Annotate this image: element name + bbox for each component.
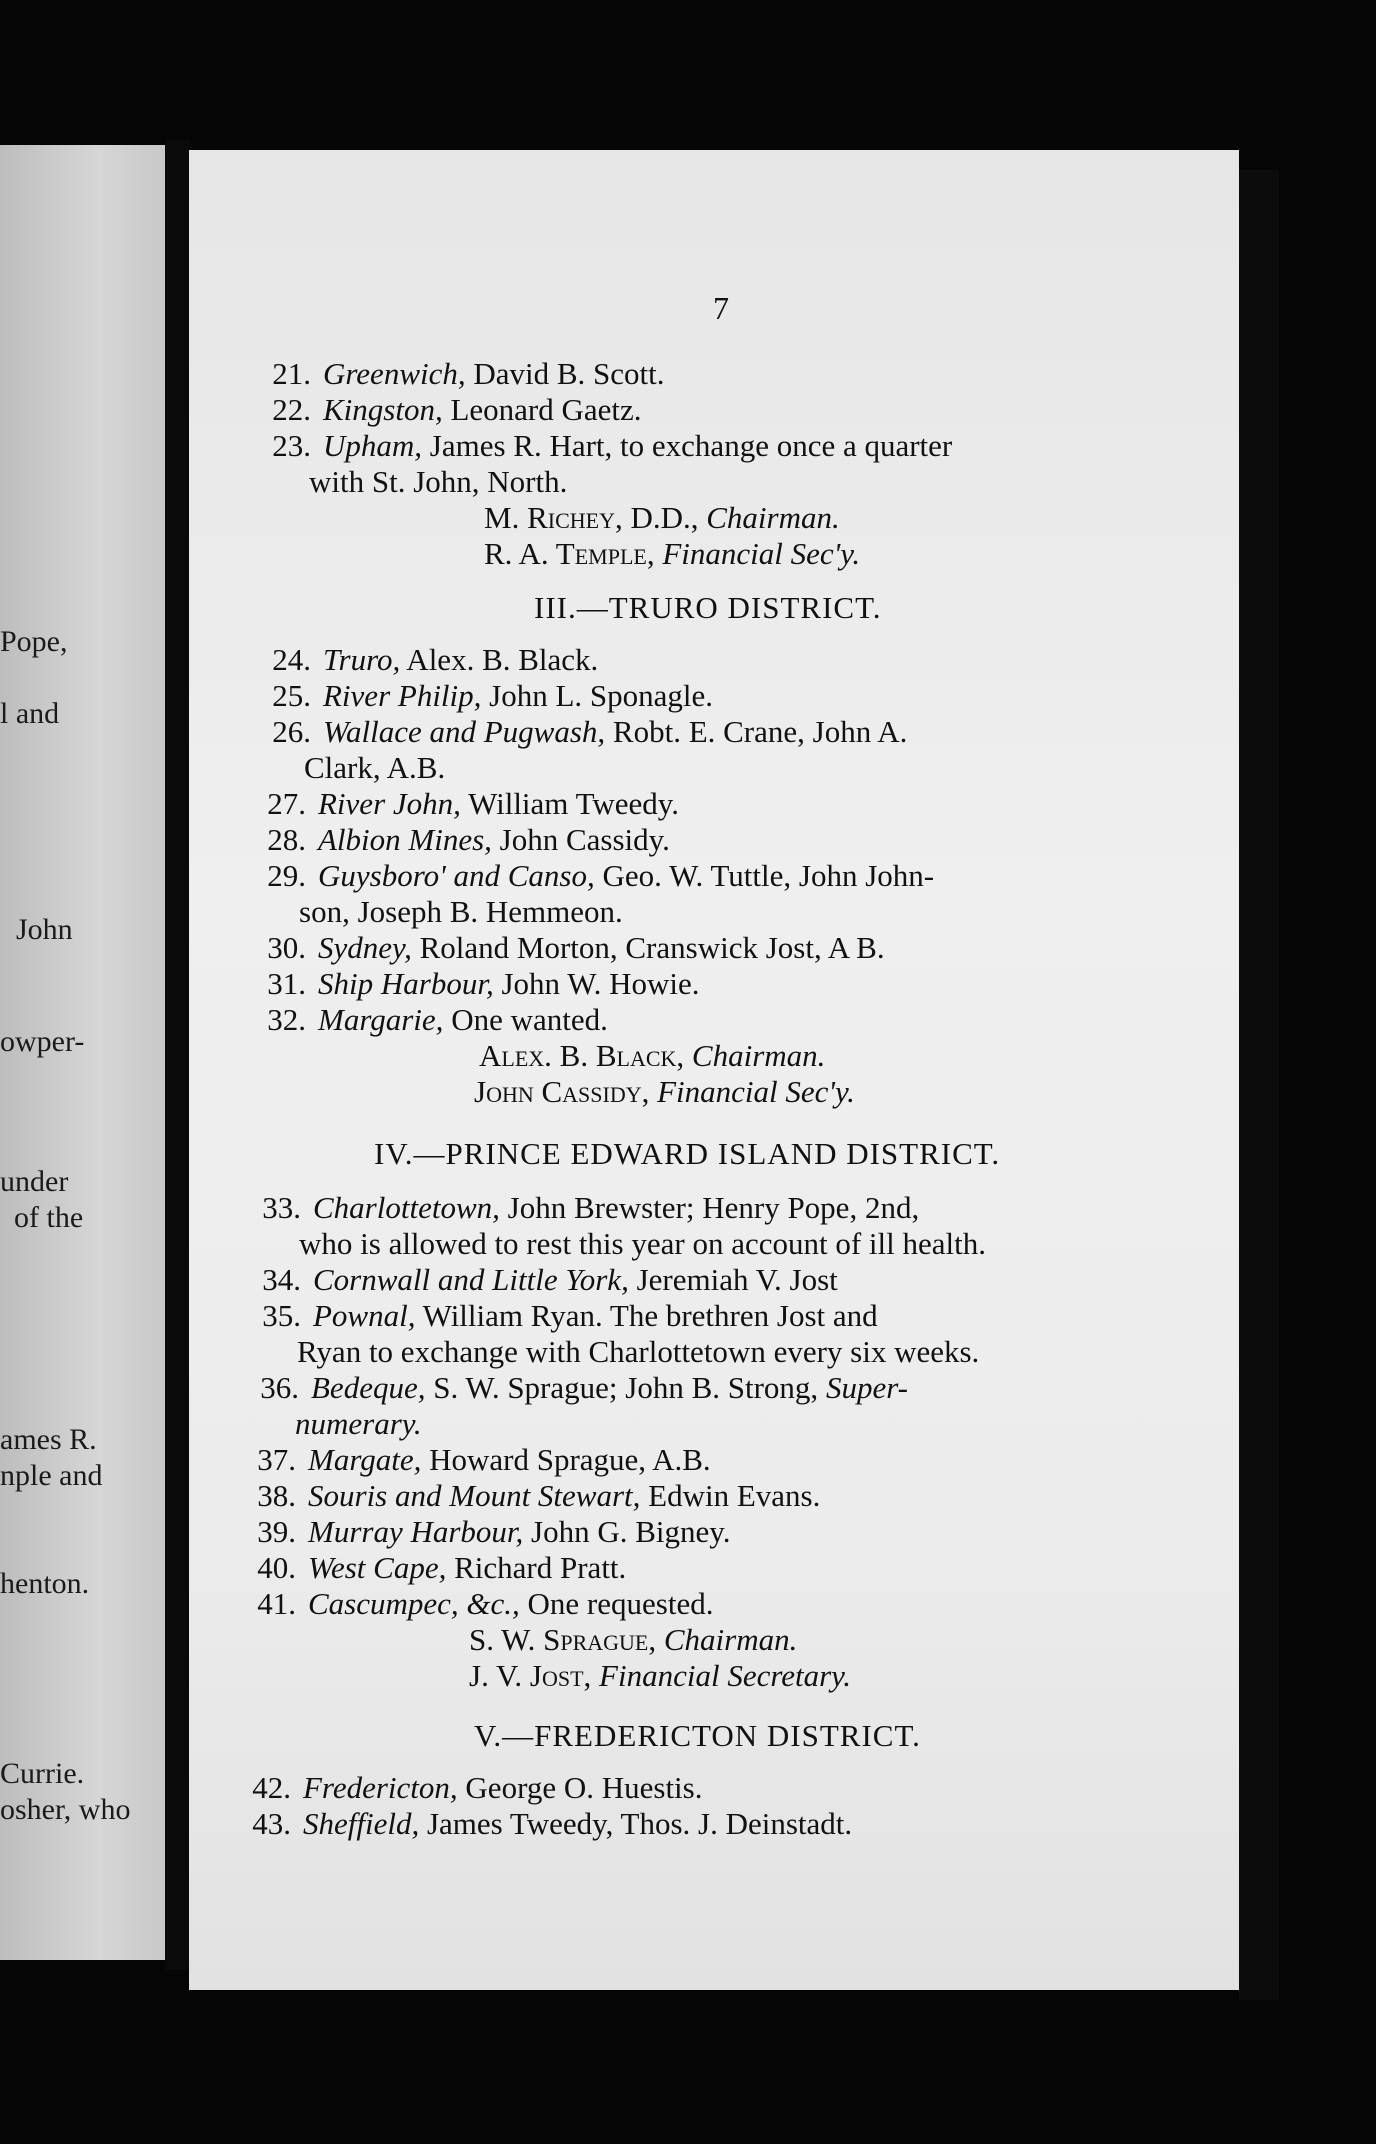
entry-38: 38. Souris and Mount Stewart, Edwin Evans.: [257, 1478, 821, 1513]
entry-24: 24. Truro, Alex. B. Black.: [272, 642, 599, 677]
entry-42: 42. Fredericton, George O. Huestis.: [252, 1770, 703, 1805]
signature-chairman: Alex. B. Black, Chairman.: [479, 1038, 826, 1073]
entry-39: 39. Murray Harbour, John G. Bigney.: [257, 1514, 731, 1549]
page-edge-shadow: [1239, 170, 1279, 2000]
entry-43: 43. Sheffield, James Tweedy, Thos. J. Deinstadt.: [252, 1806, 853, 1841]
entry-22: 22. Kingston, Leonard Gaetz.: [272, 392, 642, 427]
entry-31: 31. Ship Harbour, John W. Howie.: [267, 966, 700, 1001]
entry-21: 21. Greenwich, David B. Scott.: [272, 356, 665, 391]
entry-29: 29. Guysboro' and Canso, Geo. W. Tuttle, John John-: [267, 858, 935, 893]
entry-40: 40. West Cape, Richard Pratt.: [257, 1550, 627, 1585]
entry-28: 28. Albion Mines, John Cassidy.: [267, 822, 670, 857]
district-heading-fredericton: V.—FREDERICTON DISTRICT.: [474, 1718, 921, 1753]
document-page: [189, 150, 1239, 1990]
left-fragment: under: [0, 1165, 69, 1198]
entry-26-continued: Clark, A.B.: [304, 750, 446, 785]
left-fragment: osher, who: [0, 1793, 131, 1826]
left-fragment: John: [16, 913, 73, 946]
entry-36-continued: numerary.: [295, 1406, 422, 1441]
entry-30: 30. Sydney, Roland Morton, Cranswick Jost, A B.: [267, 930, 885, 965]
entry-23: 23. Upham, James R. Hart, to exchange once a quarter: [272, 428, 953, 463]
left-fragment: of the: [14, 1201, 84, 1234]
entry-36: 36. Bedeque, S. W. Sprague; John B. Strong, Super-: [260, 1370, 908, 1405]
entry-33: 33. Charlottetown, John Brewster; Henry Pope, 2nd,: [262, 1190, 920, 1225]
entry-25: 25. River Philip, John L. Sponagle.: [272, 678, 714, 713]
left-fragment: Currie.: [0, 1757, 85, 1790]
left-fragment: ames R.: [0, 1423, 97, 1456]
entry-37: 37. Margate, Howard Sprague, A.B.: [257, 1442, 711, 1477]
book-gutter: [165, 140, 189, 1970]
signature-chairman: S. W. Sprague, Chairman.: [469, 1622, 798, 1657]
entry-35: 35. Pownal, William Ryan. The brethren Jost and: [262, 1298, 878, 1333]
entry-33-continued: who is allowed to rest this year on account of ill health.: [299, 1226, 986, 1261]
entry-27: 27. River John, William Tweedy.: [267, 786, 680, 821]
signature-secretary: John Cassidy, Financial Sec'y.: [474, 1074, 855, 1109]
left-fragment: owper-: [0, 1025, 85, 1058]
page-number: 7: [713, 290, 729, 326]
entry-41: 41. Cascumpec, &c., One requested.: [257, 1586, 714, 1621]
left-fragment: Pope,: [0, 625, 68, 658]
entry-26: 26. Wallace and Pugwash, Robt. E. Crane, John A.: [272, 714, 908, 749]
entry-29-continued: son, Joseph B. Hemmeon.: [299, 894, 623, 929]
entry-35-continued: Ryan to exchange with Charlottetown every six weeks.: [297, 1334, 980, 1369]
district-heading-pei: IV.—PRINCE EDWARD ISLAND DISTRICT.: [374, 1136, 1001, 1171]
entry-23-continued: with St. John, North.: [309, 464, 568, 499]
entry-34: 34. Cornwall and Little York, Jeremiah V. Jost: [262, 1262, 838, 1297]
signature-secretary: R. A. Temple, Financial Sec'y.: [484, 536, 861, 571]
left-fragment: henton.: [0, 1567, 90, 1600]
entry-32: 32. Margarie, One wanted.: [267, 1002, 608, 1037]
signature-secretary: J. V. Jost, Financial Secretary.: [469, 1658, 851, 1693]
left-fragment: l and: [0, 697, 60, 730]
signature-chairman: M. Richey, D.D., Chairman.: [484, 500, 840, 535]
left-fragment: nple and: [0, 1459, 103, 1492]
district-heading-truro: III.—TRURO DISTRICT.: [534, 590, 882, 625]
left-page-fragment: [0, 145, 165, 1960]
